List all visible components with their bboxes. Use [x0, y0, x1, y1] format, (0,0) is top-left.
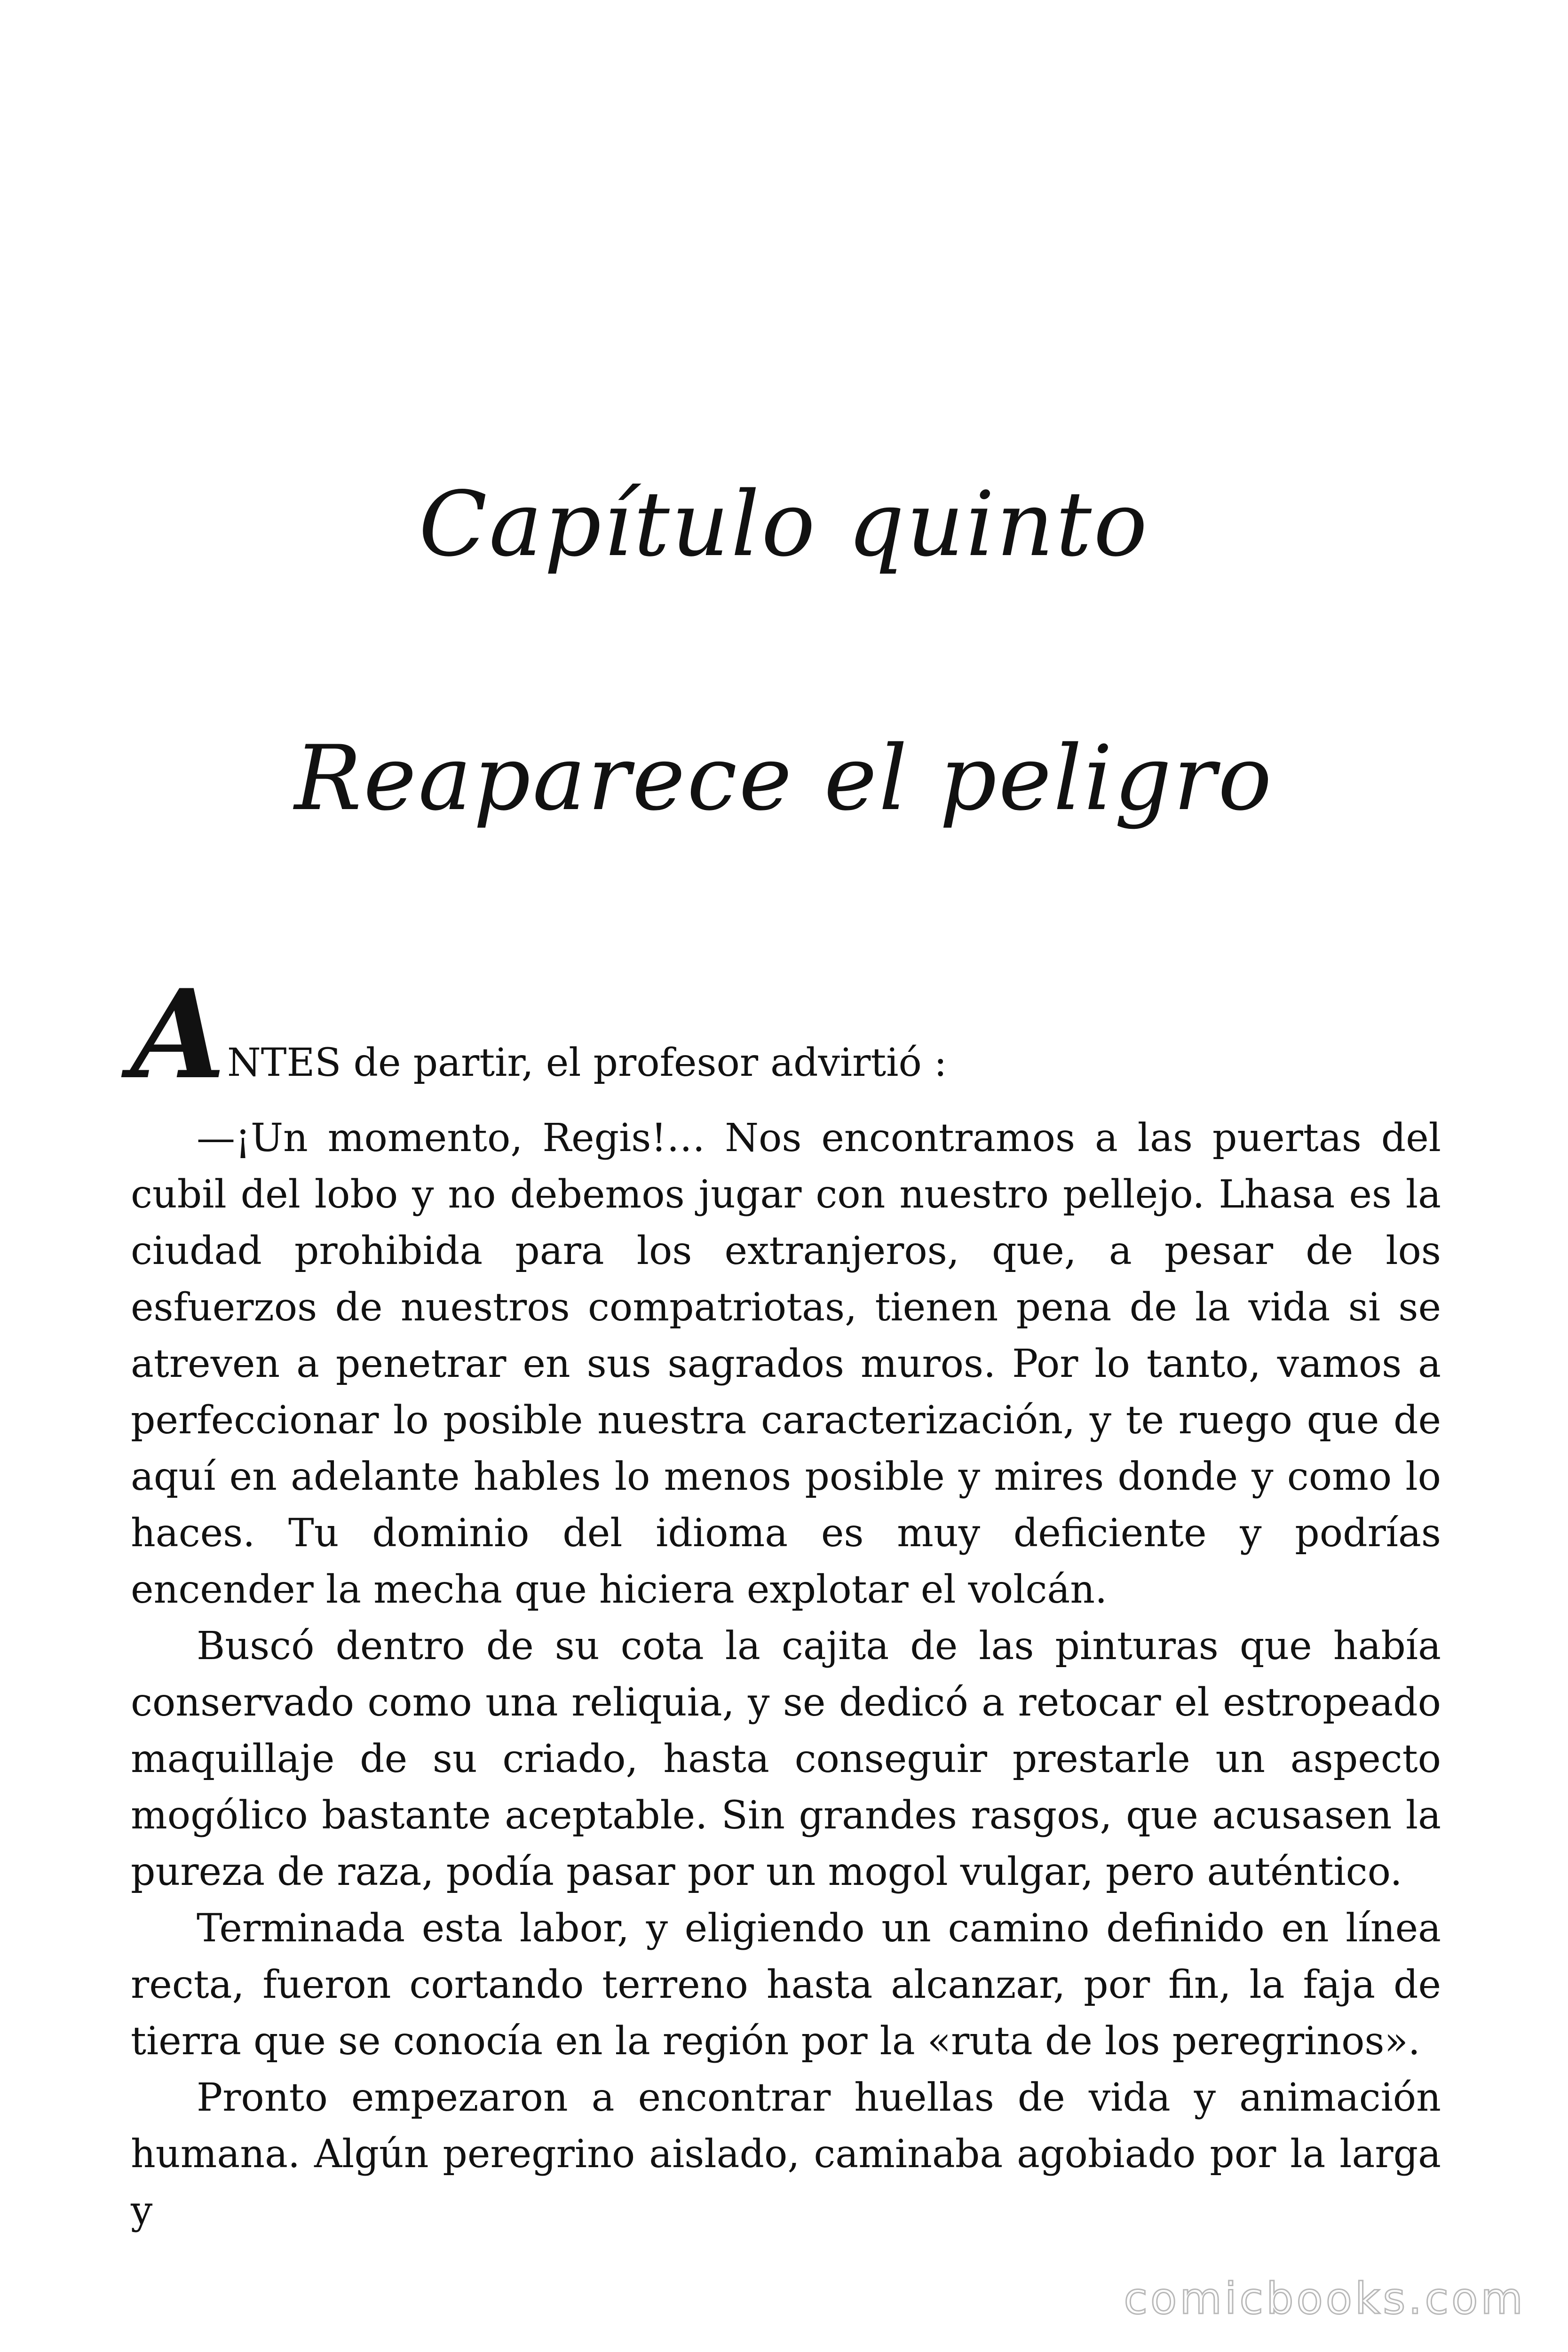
opening-line	[131, 963, 1441, 1106]
paragraph-4: Pronto empezaron a encontrar huellas de vida y animación humana. Algún peregrino aislado, caminaba agobiado por la larga y	[131, 2075, 1441, 2233]
paragraph-3: Terminada esta labor, y eligiendo un camino definido en línea recta, fueron cortando terreno hasta alcanzar, por fin, la faja de tierra que se conocía en la región por la «ruta de los peregrinos».	[131, 1906, 1441, 2064]
paragraph-2: Buscó dentro de su cota la cajita de las pinturas que había conservado como una reliquia, y se dedicó a retocar el estropeado maquillaje de su criado, hasta conseguir prestarle un aspecto mogólico bastante aceptable. Sin grandes rasgos, que acusasen la pureza de raza, podía pasar por un mogol vulgar, pero auténtico.	[131, 1624, 1441, 1894]
opening-text: NTES de partir, el profesor advirtió :	[227, 1041, 947, 1085]
watermark: comicbooks.com	[1124, 2273, 1526, 2324]
chapter-title: Reaparece el peligro	[294, 726, 1274, 830]
body-text	[131, 963, 1441, 2239]
drop-cap: A	[131, 963, 226, 1106]
chapter-label: Capítulo quinto	[419, 472, 1149, 576]
paragraph-1: —¡Un momento, Regis!… Nos encontramos a las puertas del cubil del lobo y no debemos jugar con nuestro pellejo. Lhasa es la ciudad prohibida para los extranjeros, que, a pesar de los esfuerzos de nuestros compatriotas, tienen pena de la vida si se atreven a penetrar en sus sagrados muros. Por lo tanto, vamos a perfeccionar lo posible nuestra caracterización, y te ruego que de aquí en adelante hables lo menos posible y mires donde y como lo haces. Tu dominio del idioma es muy deficiente y podrías encender la mecha que hiciera explotar el volcán.	[131, 1116, 1441, 1612]
